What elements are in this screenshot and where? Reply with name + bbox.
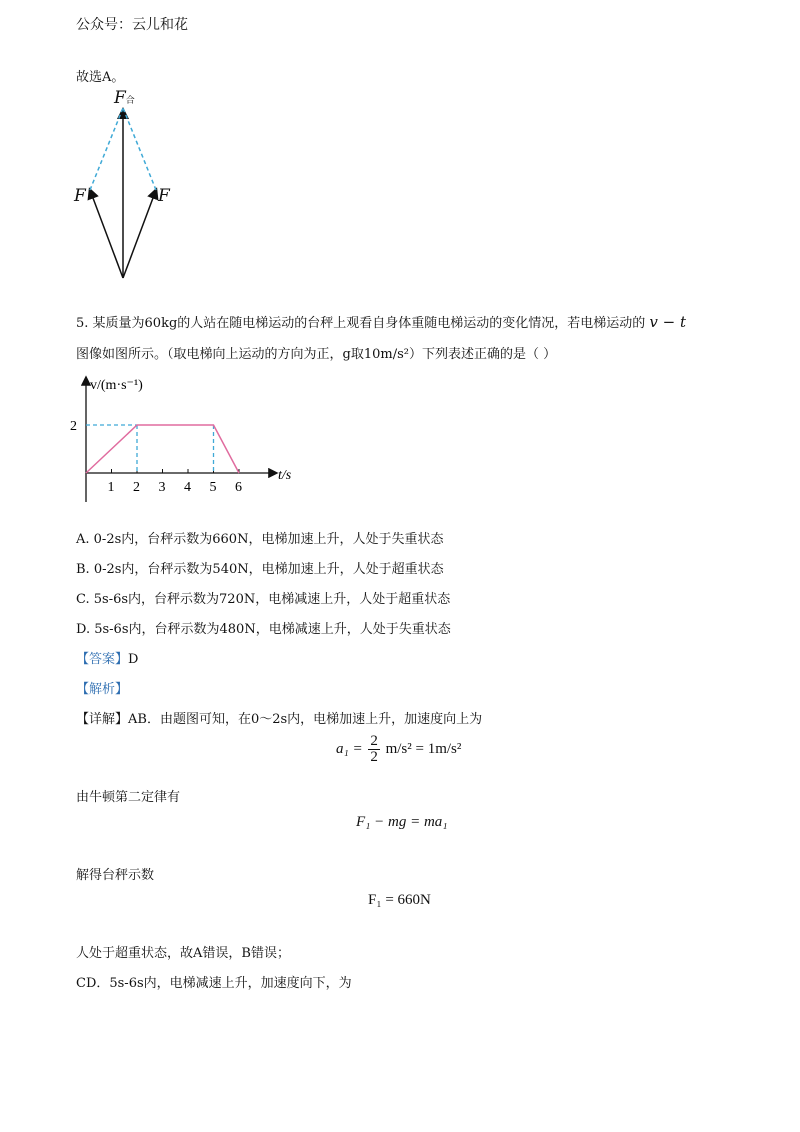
solve-text: 解得台秤示数 xyxy=(76,868,155,883)
previous-answer: 故选A。 xyxy=(76,70,125,85)
equation-3: F₁ = 660N xyxy=(368,892,431,908)
left-force-arrow xyxy=(90,190,123,278)
resultant-force-label: F合 xyxy=(114,88,135,108)
page-header: 公众号：云儿和花 xyxy=(76,17,188,33)
equation-1: a₁ = $\frac{2}{2}$ m/s² = 1m/s² xyxy=(336,733,462,765)
question-line-1: 5. 某质量为60kg的人站在随电梯运动的台秤上观看自身体重随电梯运动的变化情况，若电梯运动的 v − t xyxy=(76,313,687,331)
right-force-label: F xyxy=(158,186,170,206)
option-b: B. 0-2s内，台秤示数为540N，电梯加速上升，人处于超重状态 xyxy=(76,562,444,577)
y-axis-label: v/(m·s⁻¹) xyxy=(90,378,143,393)
option-a: A. 0-2s内，台秤示数为660N，电梯加速上升，人处于失重状态 xyxy=(76,532,444,547)
x-tick-label: 4 xyxy=(184,480,191,495)
detail-line: 【详解】AB．由题图可知，在0～2s内，电梯加速上升，加速度向上为 xyxy=(76,712,483,727)
conclusion-text: 人处于超重状态，故A错误，B错误； xyxy=(76,946,290,961)
detail-tag: 【详解】 xyxy=(76,712,129,727)
parallelogram-dash-left xyxy=(90,108,123,190)
x-tick-label: 5 xyxy=(209,480,217,495)
answer-value: D xyxy=(128,652,139,667)
parallelogram-dash-right xyxy=(123,108,156,190)
vt-graph xyxy=(60,372,300,512)
x-tick-label: 2 xyxy=(133,480,140,495)
right-force-arrow xyxy=(123,190,156,278)
x-axis-label: t/s xyxy=(278,468,292,483)
newton-text: 由牛顿第二定律有 xyxy=(76,790,181,805)
left-force-label: F xyxy=(74,186,86,206)
velocity-series-line xyxy=(86,425,239,473)
option-d: D. 5s-6s内，台秤示数为480N，电梯减速上升，人处于失重状态 xyxy=(76,622,451,637)
analysis-tag: 【解析】 xyxy=(76,682,129,697)
x-tick-label: 6 xyxy=(235,480,242,495)
answer-line xyxy=(76,648,138,667)
equation-2: F₁ − mg = ma₁ xyxy=(356,814,448,830)
cd-text: CD．5s-6s内，电梯减速上升，加速度向下，为 xyxy=(76,976,352,991)
question-line-2: 图像如图所示。（取电梯向上运动的方向为正，g取10m/s²）下列表述正确的是（ ） xyxy=(76,347,557,362)
y-tick-2: 2 xyxy=(70,419,77,434)
answer-tag: 【答案】 xyxy=(76,652,129,667)
x-tick-label: 3 xyxy=(158,480,166,495)
x-tick-label: 1 xyxy=(107,480,115,495)
fraction: $\frac{2}{2}$ xyxy=(370,733,378,765)
option-c: C. 5s-6s内，台秤示数为720N，电梯减速上升，人处于超重状态 xyxy=(76,592,451,607)
